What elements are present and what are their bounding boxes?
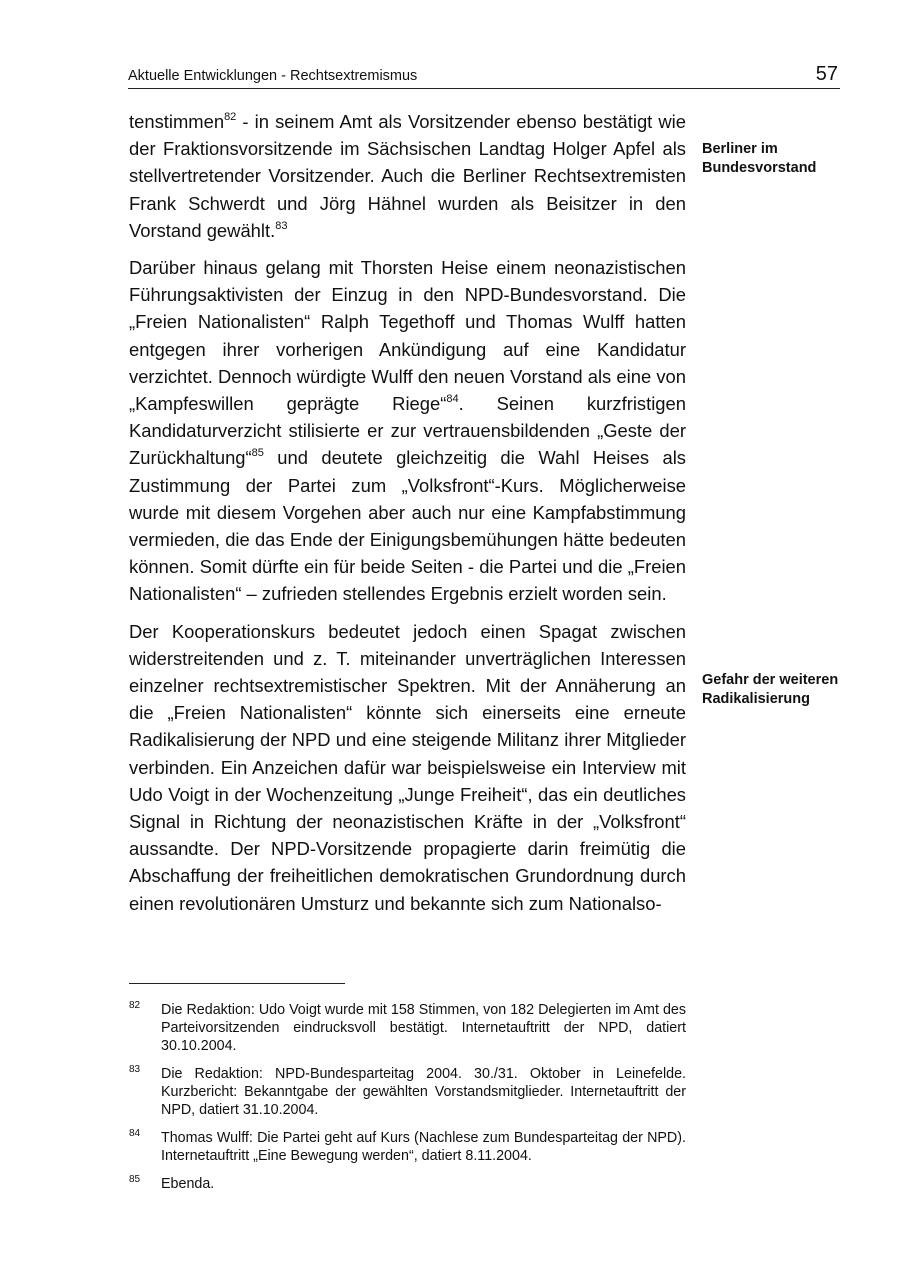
paragraph-1-text-b: - in seinem Amt als Vorsitzender ebenso bestätigt wie der Fraktionsvorsitzende im Sächsischen Landtag Holger Apfel als stellvertretender Vorsitzender. Auch die Berliner Rechtsextremisten Frank Schwerdt und Jörg Hähnel wurden als Beisitzer in den Vorstand gewählt. [129,111,686,241]
footnote-84 [129,1129,686,1165]
footnote-divider [129,983,345,984]
margin-note-radikalisierung: Gefahr der weiteren Radikalisierung [702,672,839,707]
footnote-ref-82: 82 [224,111,237,123]
paragraph-2 [129,254,686,608]
paragraph-2-text-c: und deutete gleichzeitig die Wahl Heises als Zustimmung der Partei zum „Volksfront“-Kurs. Möglicherweise wurde mit diesem Vorgehen aber auch nur eine Kampfabstimmung vermieden, die das Ende der Einigungsbemühungen hätte bedeuten können. Somit dürfte ein für beide Seiten - die Partei und die „Freien Nationalisten“ – zufrieden stellendes Ergebnis erzielt worden sein. [129,447,686,605]
footnote-text: Die Redaktion: NPD-Bundesparteitag 2004. 30./31. Oktober in Leinefelde. Kurzbericht: Bekanntgabe der gewählten Vorstandsmitglieder. Internetauftritt der NPD, datiert 31.10.2004. [161,1066,686,1118]
margin-note-berliner: Berliner im Bundesvorstand [702,141,817,176]
footnote-number: 84 [129,1128,141,1139]
page-header [128,62,840,89]
footnote-ref-84: 84 [446,393,459,406]
paragraph-3-text: Der Kooperationskurs bedeutet jedoch einen Spagat zwischen widerstreitenden und z. T. miteinander unverträglichen Interessen einzelner rechtsextremistischer Spektren. Mit der Annäherung an die „Freien Nationalisten“ könnte sich einerseits eine erneute Radikalisierung der NPD und eine steigende Militanz ihrer Mitglieder verbinden. Ein Anzeichen dafür war beispielsweise ein Interview mit Udo Voigt in der Wochenzeitung „Junge Freiheit“, das ein deutliches Signal in Richtung der neonazistischen Kräfte in der „Volksfront“ aussandte. Der NPD-Vorsitzende propagierte darin freimütig die Abschaffung der freiheitlichen demokratischen Grundordnung durch einen revolutionären Umsturz und bekannte sich zum Nationalso- [129,620,686,914]
footnote-83 [129,1065,686,1119]
running-header-title: Aktuelle Entwicklungen - Rechtsextremismus [128,68,418,84]
paragraph-2-text-b: . Seinen kurzfristigen Kandidaturverzicht stilisierte er zur vertrauensbildenden „Geste der Zurückhaltung“ [129,393,686,469]
main-text [129,108,686,927]
footnotes [129,1001,686,1203]
footnote-text: Ebenda. [161,1176,215,1192]
footnote-82 [129,1001,686,1055]
footnote-number: 83 [129,1064,141,1075]
footnote-85 [129,1175,686,1193]
footnote-ref-85: 85 [251,447,264,460]
paragraph-1-text-a: tenstimmen [129,111,225,132]
footnote-number: 82 [129,1000,141,1011]
paragraph-2-text-a: Darüber hinaus gelang mit Thorsten Heise einem neonazistischen Führungsaktivisten der Einzug in den NPD-Bundesvorstand. Die „Freien Nationalisten“ Ralph Tegethoff und Thomas Wulff hatten entgegen ihrer vorherigen Ankündigung auf eine Kandidatur verzichtet. Dennoch würdigte Wulff den neuen Vorstand als eine von „Kampfeswillen geprägte Riege“ [129,257,686,415]
footnote-text: Thomas Wulff: Die Partei geht auf Kurs (Nachlese zum Bundesparteitag der NPD). Internetauftritt „Eine Bewegung werden“, datiert 8.11.2004. [161,1130,686,1164]
footnote-ref-83: 83 [275,219,288,232]
page-number: 57 [815,63,838,85]
paragraph-1 [129,108,686,244]
paragraph-3 [129,618,686,917]
footnote-number: 85 [129,1174,141,1185]
footnote-text: Die Redaktion: Udo Voigt wurde mit 158 Stimmen, von 182 Delegierten im Amt des Parteivorsitzenden eindrucksvoll bestätigt. Internetauftritt der NPD, datiert 30.10.2004. [161,1002,686,1054]
